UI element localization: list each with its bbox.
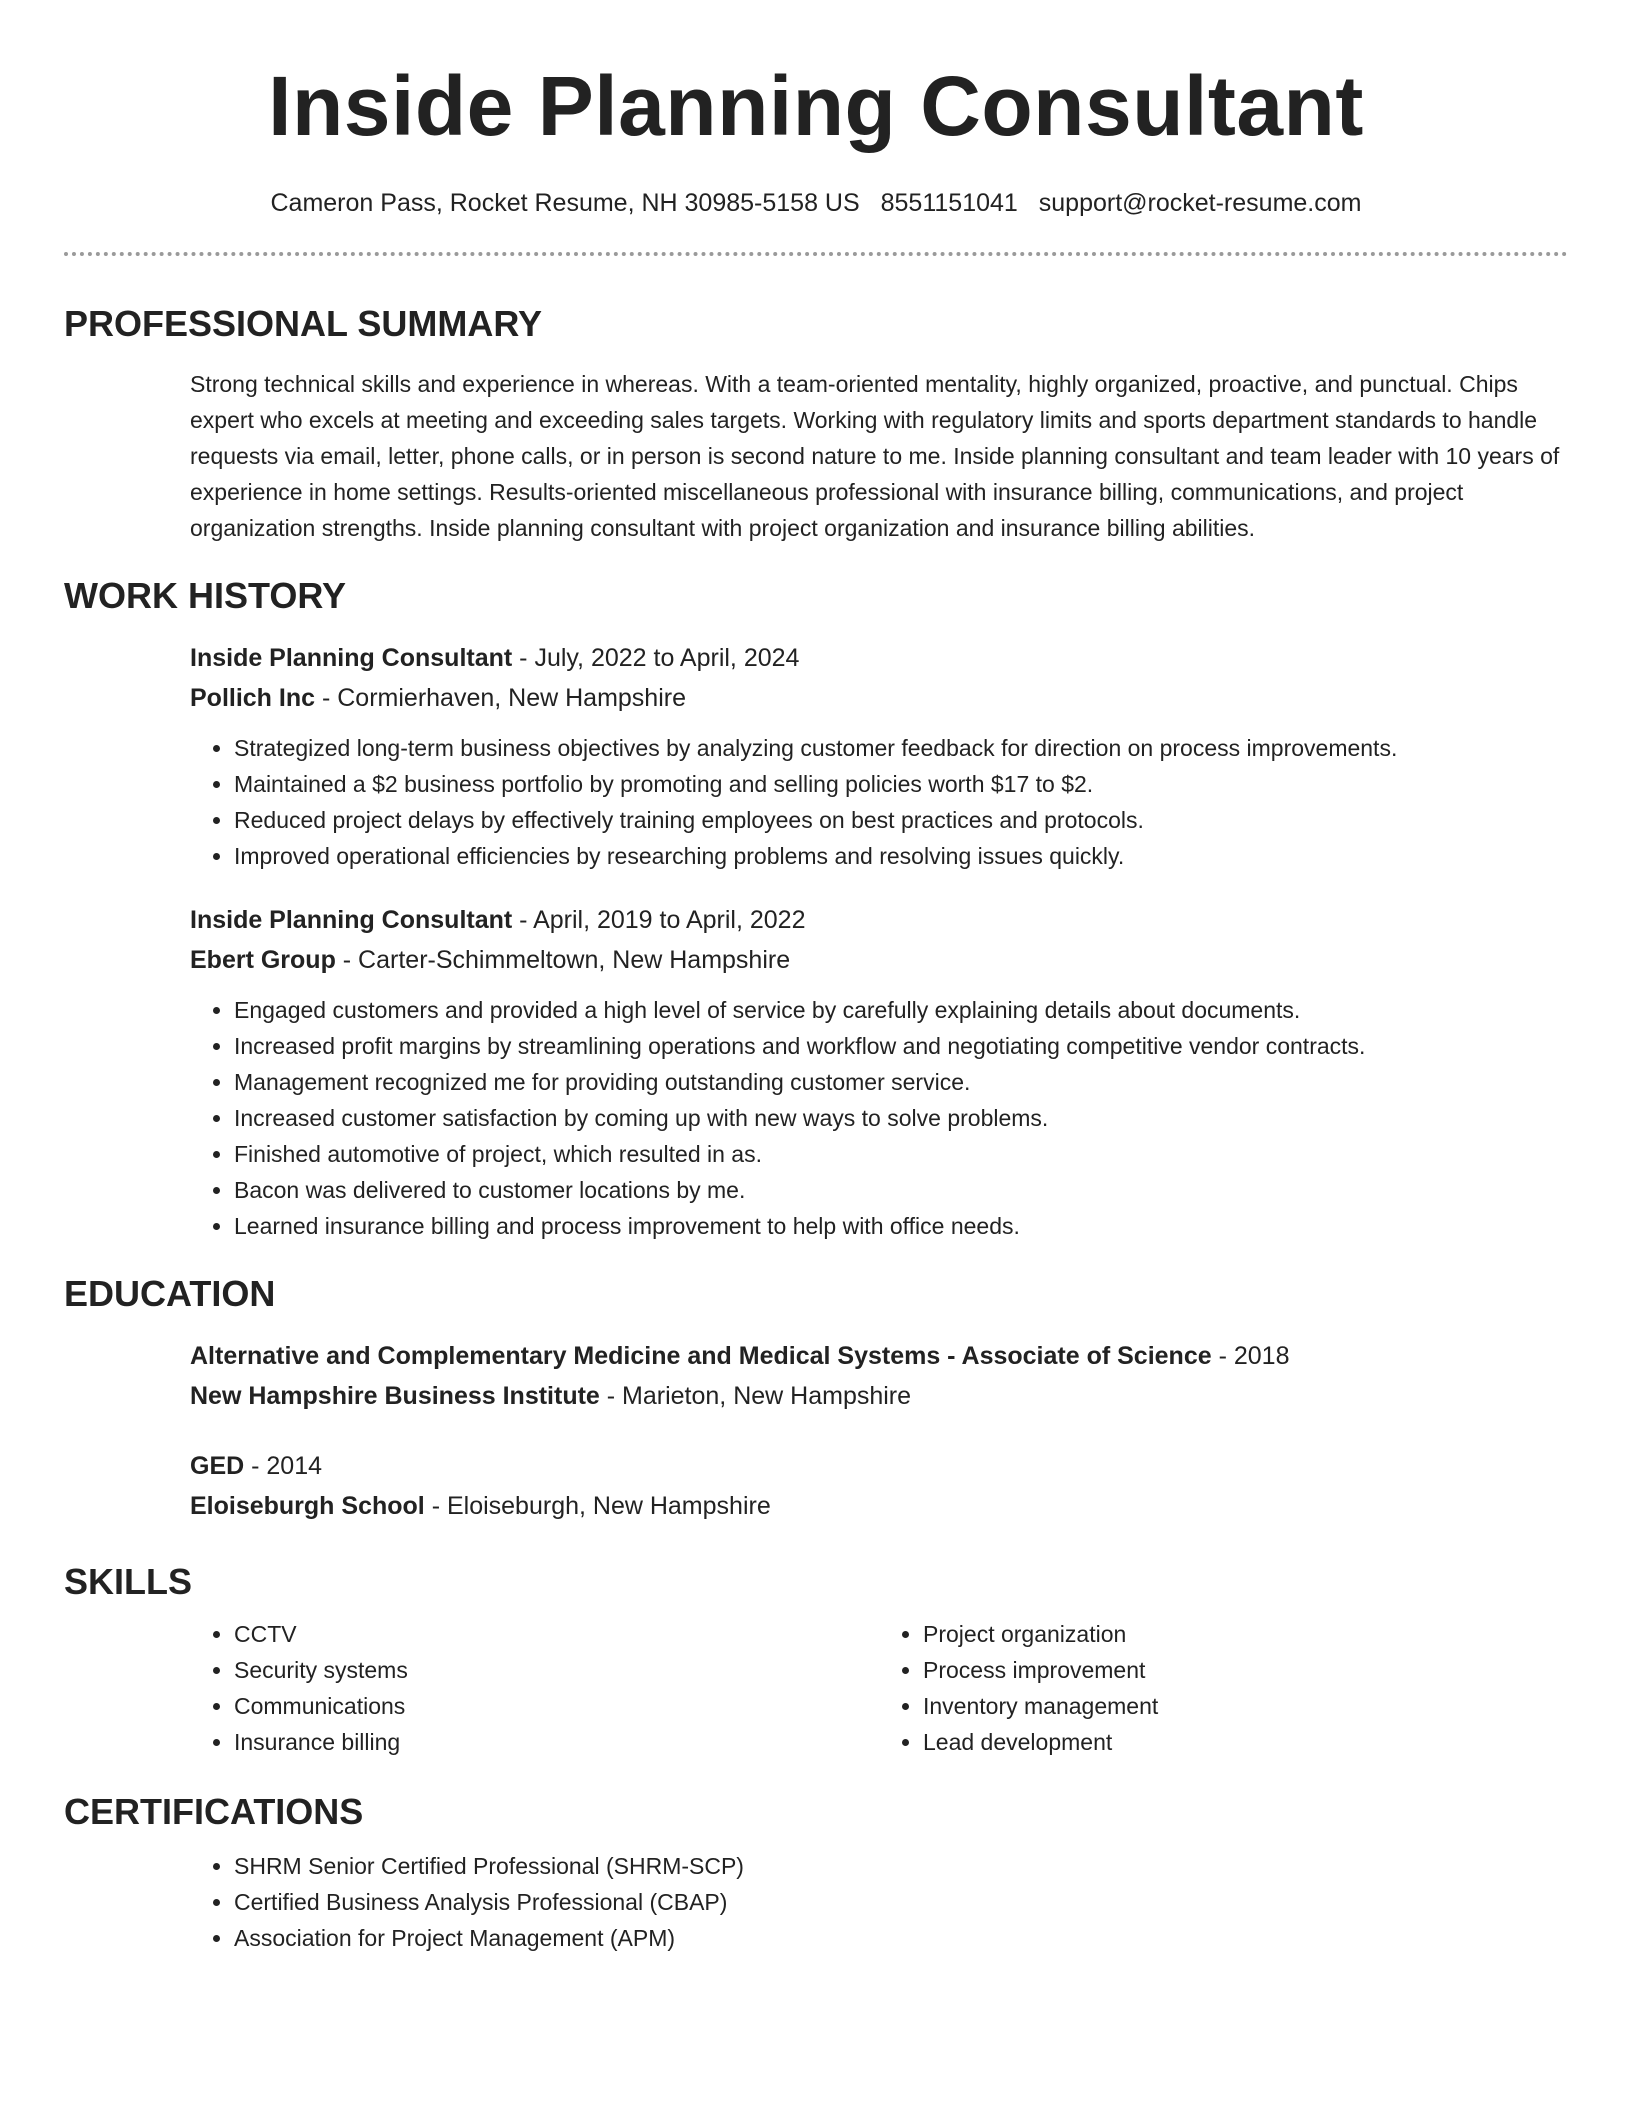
resume-page <box>64 0 1568 1956</box>
job-company-line <box>190 940 1568 980</box>
job-bullets <box>190 992 1568 1244</box>
list-item: • Learned insurance billing and process improvement to help with office needs. <box>234 1208 1568 1244</box>
contact-address: Cameron Pass, Rocket Resume, NH 30985-5158 US <box>270 189 860 217</box>
list-item: • Increased customer satisfaction by coming up with new ways to solve problems. <box>234 1100 1568 1136</box>
job-role: Inside Planning Consultant <box>190 906 513 934</box>
job-company: Pollich Inc <box>190 684 316 712</box>
skills-column-left <box>190 1616 879 1760</box>
list-item: • Communications <box>234 1688 879 1724</box>
job-entry <box>190 638 1568 874</box>
list-item: • Maintained a $2 business portfolio by promoting and selling policies worth $17 to $2. <box>234 766 1568 802</box>
education-degree: GED <box>190 1452 245 1480</box>
list-item: • Strategized long-term business objectives by analyzing customer feedback for direction on process improvements. <box>234 730 1568 766</box>
list-item: • Management recognized me for providing outstanding customer service. <box>234 1064 1568 1100</box>
list-item: • Insurance billing <box>234 1724 879 1760</box>
education-location: - Eloiseburgh, New Hampshire <box>424 1492 771 1520</box>
education-degree: Alternative and Complementary Medicine and Medical Systems - Associate of Science <box>190 1342 1212 1370</box>
list-item: • Process improvement <box>923 1652 1568 1688</box>
section-title-work-history: WORK HISTORY <box>64 575 347 616</box>
job-title-line <box>190 638 1568 678</box>
job-bullets <box>190 730 1568 874</box>
list-item: • Reduced project delays by effectively training employees on best practices and protocols. <box>234 802 1568 838</box>
job-company: Ebert Group <box>190 946 336 974</box>
list-item: • Engaged customers and provided a high level of service by carefully explaining details about documents. <box>234 992 1568 1028</box>
certifications-list <box>190 1848 1568 1956</box>
education-entry <box>190 1446 1568 1526</box>
section-title-education: EDUCATION <box>64 1273 276 1314</box>
education-year: - 2014 <box>244 1452 323 1480</box>
section-title-certifications: CERTIFICATIONS <box>64 1791 364 1832</box>
header-divider <box>64 252 1568 256</box>
education-year: - 2018 <box>1211 1342 1290 1370</box>
section-title-summary: PROFESSIONAL SUMMARY <box>64 303 543 344</box>
list-item: • CCTV <box>234 1616 879 1652</box>
education-degree-line <box>190 1336 1568 1376</box>
job-location: - Cormierhaven, New Hampshire <box>315 684 686 712</box>
contact-phone: 8551151041 <box>880 189 1018 217</box>
contact-line <box>64 186 1568 220</box>
job-dates: - April, 2019 to April, 2022 <box>512 906 806 934</box>
education-degree-line <box>190 1446 1568 1486</box>
list-item: • Certified Business Analysis Professional (CBAP) <box>234 1884 1568 1920</box>
list-item: • Lead development <box>923 1724 1568 1760</box>
skills-column-right <box>879 1616 1568 1760</box>
list-item: • Finished automotive of project, which resulted in as. <box>234 1136 1568 1172</box>
job-location: - Carter-Schimmeltown, New Hampshire <box>335 946 791 974</box>
job-company-line <box>190 678 1568 718</box>
list-item: • Security systems <box>234 1652 879 1688</box>
education-school: New Hampshire Business Institute <box>190 1382 600 1410</box>
education-school: Eloiseburgh School <box>190 1492 425 1520</box>
list-item: • Inventory management <box>923 1688 1568 1724</box>
skills-grid <box>190 1616 1568 1760</box>
list-item: • Improved operational efficiencies by researching problems and resolving issues quickly. <box>234 838 1568 874</box>
education-location: - Marieton, New Hampshire <box>599 1382 912 1410</box>
list-item: • Bacon was delivered to customer locations by me. <box>234 1172 1568 1208</box>
list-item: • SHRM Senior Certified Professional (SHRM-SCP) <box>234 1848 1568 1884</box>
education-school-line <box>190 1486 1568 1526</box>
summary-text: Strong technical skills and experience in whereas. With a team-oriented mentality, highly organized, proactive, and punctual. Chips expert who excels at meeting and exceeding sales targets. Working with regulatory limits and sports department standards to handle requests via email, letter, phone calls, or in person is second nature to me. Inside planning consultant and team leader with 10 years of experience in home settings. Results-oriented miscellaneous professional with insurance billing, communications, and project organization strengths. Inside planning consultant with project organization and insurance billing abilities. <box>190 371 1560 541</box>
education-entry <box>190 1336 1568 1416</box>
job-dates: - July, 2022 to April, 2024 <box>512 644 800 672</box>
list-item: • Increased profit margins by streamlining operations and workflow and negotiating competitive vendor contracts. <box>234 1028 1568 1064</box>
resume-name: Inside Planning Consultant <box>268 59 1364 153</box>
contact-email: support@rocket-resume.com <box>1038 189 1362 217</box>
job-title-line <box>190 900 1568 940</box>
education-school-line <box>190 1376 1568 1416</box>
list-item: • Association for Project Management (APM) <box>234 1920 1568 1956</box>
list-item: • Project organization <box>923 1616 1568 1652</box>
job-entry <box>190 900 1568 1244</box>
section-title-skills: SKILLS <box>64 1561 193 1602</box>
job-role: Inside Planning Consultant <box>190 644 513 672</box>
